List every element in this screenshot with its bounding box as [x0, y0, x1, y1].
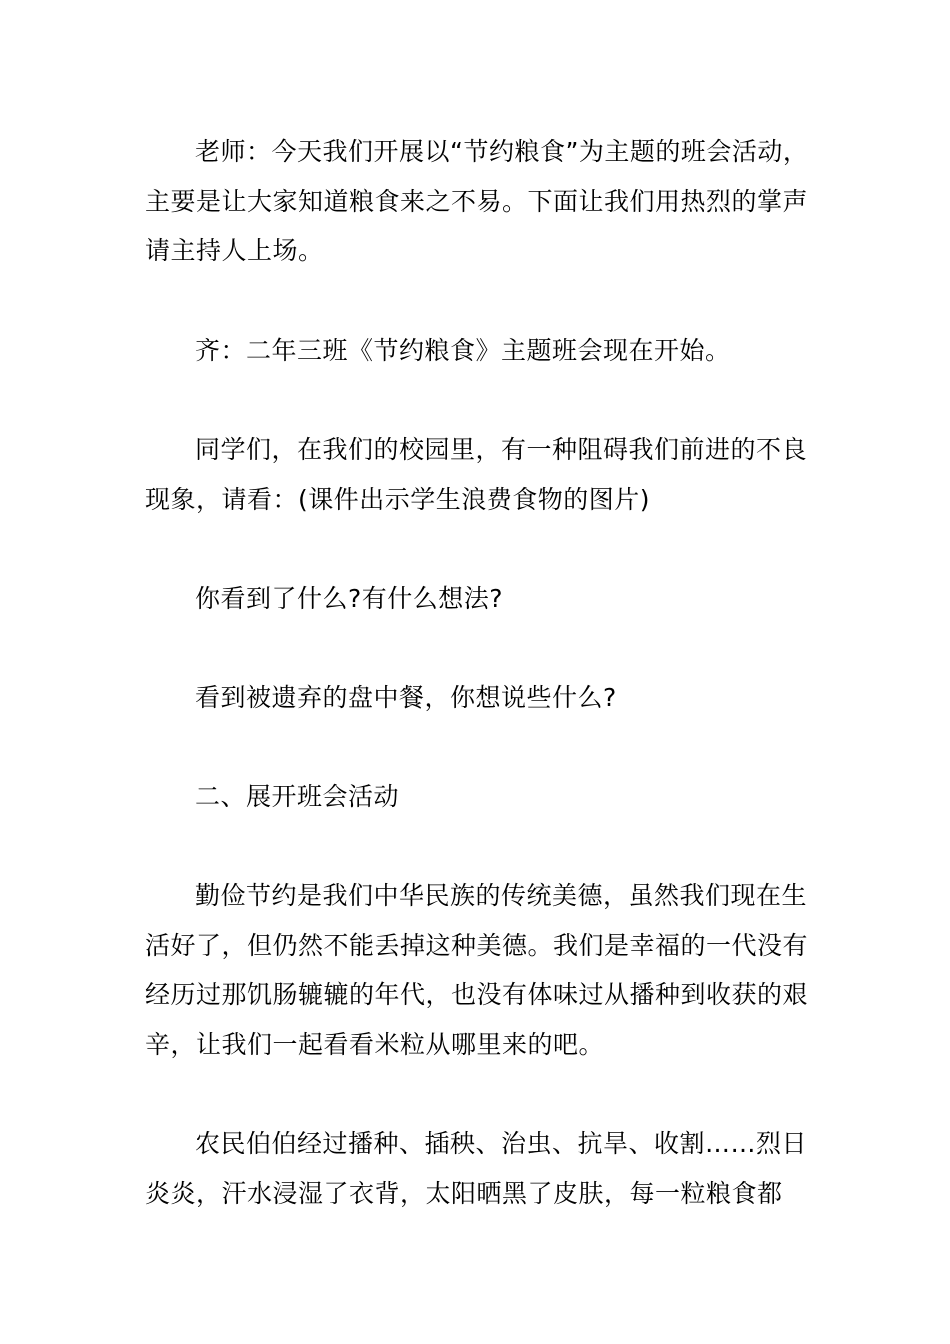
paragraph-question-2: 看到被遗弃的盘中餐，你想说些什么? [195, 683, 617, 712]
paragraph-question-1: 你看到了什么?有什么想法? [195, 584, 504, 613]
section-heading: 二、展开班会活动 [195, 782, 400, 811]
paragraph-teacher-intro: 老师：今天我们开展以“节约粮食”为主题的班会活动，主要是让大家知道粮食来之不易。下面让我们用热烈的掌声请主持人上场。 [145, 137, 809, 265]
paragraph-virtue: 勤俭节约是我们中华民族的传统美德，虽然我们现在生活好了，但仍然不能丢掉这种美德。我们是幸福的一代没有经历过那饥肠辘辘的年代，也没有体味过从播种到收获的艰辛，让我们一起看看米粒从哪里来的吧。 [145, 881, 809, 1059]
paragraph-phenomenon: 同学们，在我们的校园里，有一种阻碍我们前进的不良现象，请看：(课件出示学生浪费食物的图片) [145, 435, 808, 514]
paragraph-opening: 齐：二年三班《节约粮食》主题班会现在开始。 [195, 336, 731, 365]
paragraph-farmers: 农民伯伯经过播种、插秧、治虫、抗旱、收割……烈日炎炎，汗水浸湿了衣背，太阳晒黑了皮肤，每一粒粮食都 [145, 1129, 808, 1208]
